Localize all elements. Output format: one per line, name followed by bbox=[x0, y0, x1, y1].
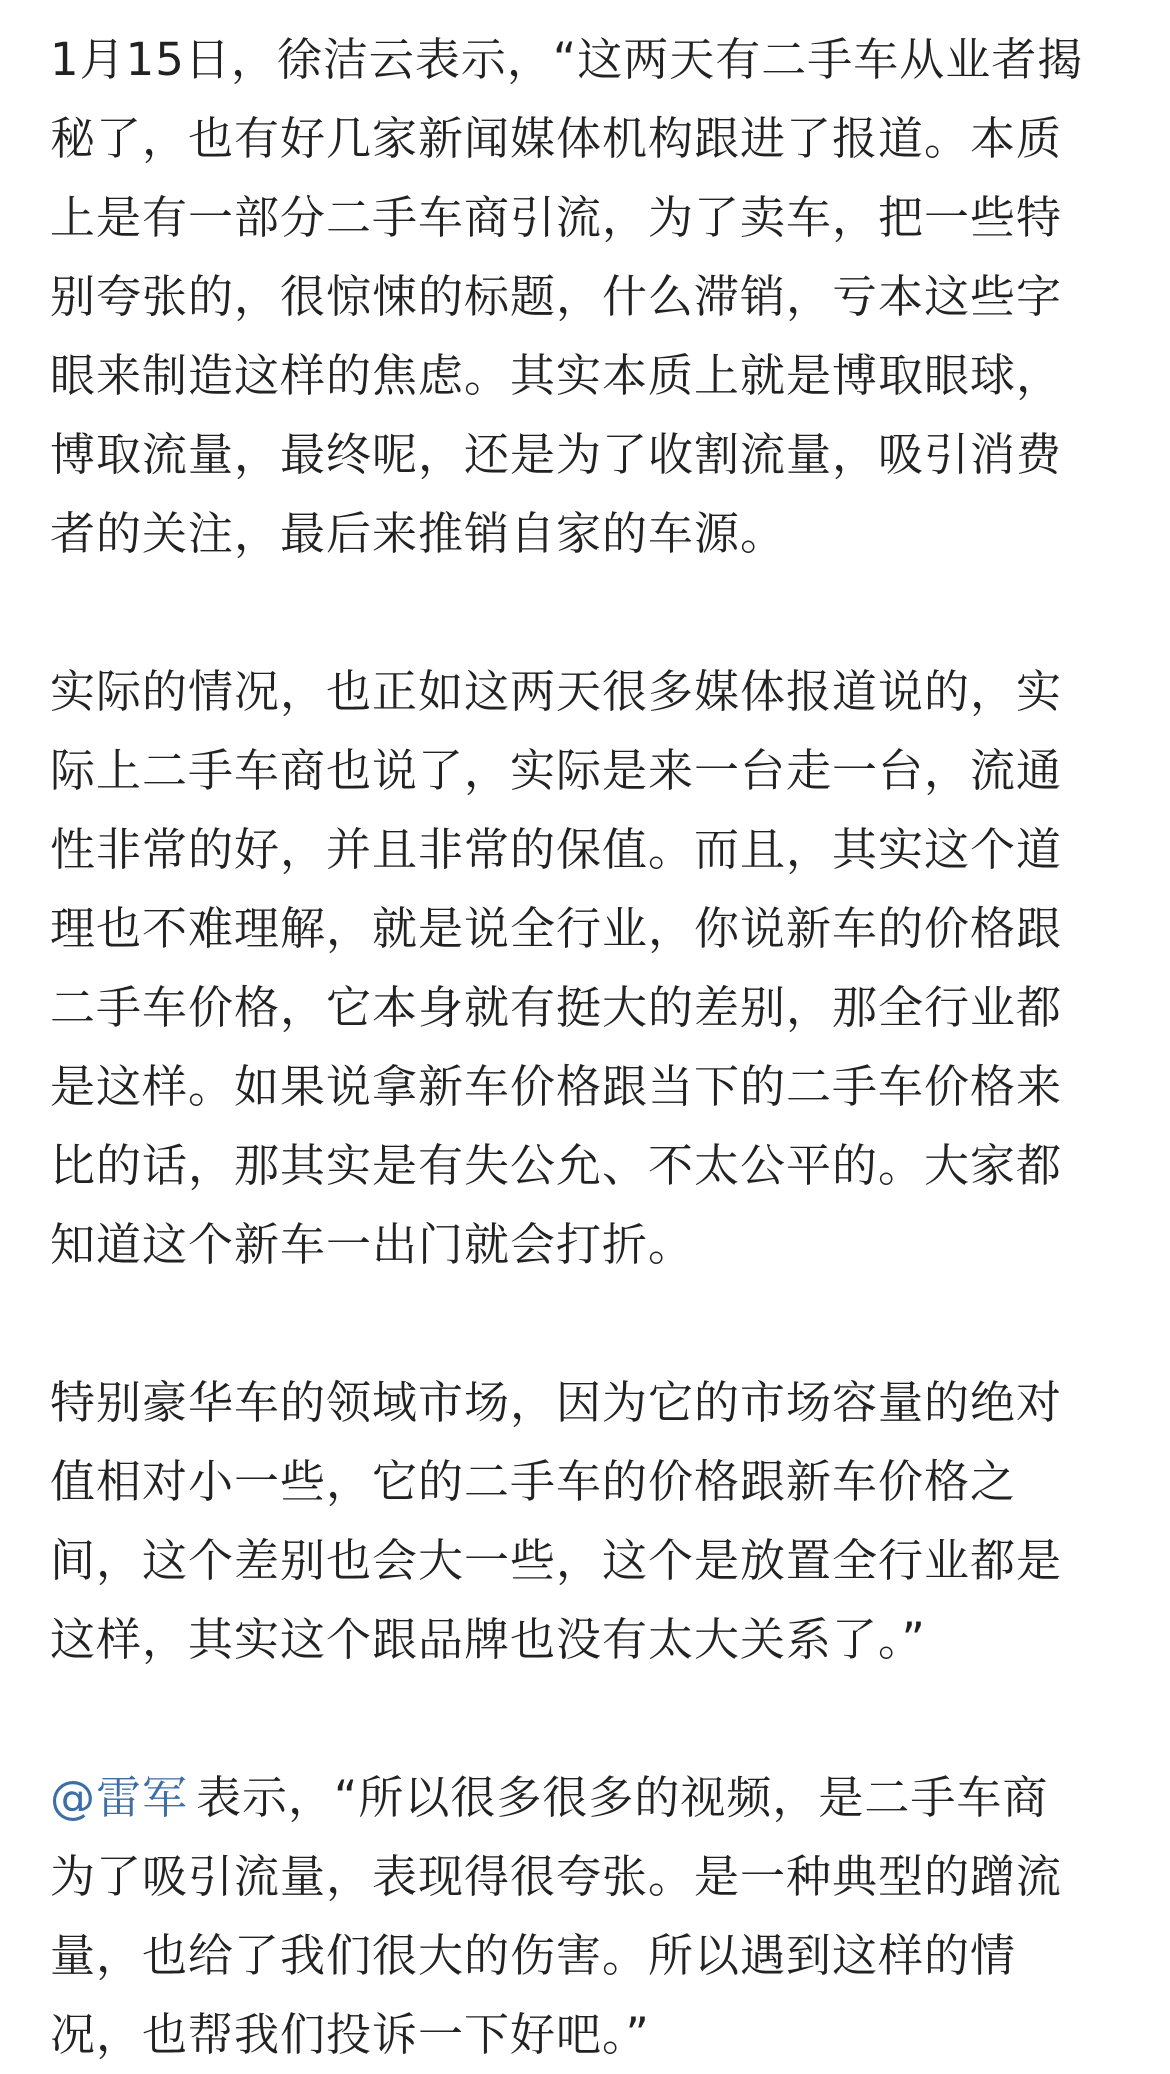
text-line: 者的关注，最后来推销自家的车源。 bbox=[50, 507, 787, 560]
text-line: 性非常的好，并且非常的保值。而且，其实这个道 bbox=[50, 823, 1063, 876]
text-line: 眼来制造这样的焦虑。其实本质上就是博取眼球， bbox=[50, 349, 1063, 402]
text-line: 理也不难理解，就是说全行业，你说新车的价格跟 bbox=[50, 902, 1063, 955]
user-mention-link[interactable]: @雷军 bbox=[50, 1771, 189, 1824]
text-line: 这样，其实这个跟品牌也没有太大关系了。” bbox=[50, 1613, 926, 1666]
text-line: 际上二手车商也说了，实际是来一台走一台，流通 bbox=[50, 744, 1063, 797]
text-line: 为了吸引流量，表现得很夸张。是一种典型的蹭流 bbox=[50, 1850, 1063, 1903]
text-line: 值相对小一些，它的二手车的价格跟新车价格之 bbox=[50, 1455, 1017, 1508]
paragraph-3 bbox=[50, 1363, 1100, 1679]
text-line: 量，也给了我们很大的伤害。所以遇到这样的情 bbox=[50, 1929, 1017, 1982]
paragraph-gap bbox=[50, 1284, 1100, 1363]
text-line: 实际的情况，也正如这两天很多媒体报道说的，实 bbox=[50, 665, 1063, 718]
mention-line bbox=[50, 1758, 1100, 1837]
text-line: 特别豪华车的领域市场，因为它的市场容量的绝对 bbox=[50, 1376, 1063, 1429]
paragraph-gap bbox=[50, 573, 1100, 652]
text-line: 上是有一部分二手车商引流，为了卖车，把一些特 bbox=[50, 191, 1063, 244]
text-line: 况，也帮我们投诉一下好吧。” bbox=[50, 2008, 650, 2061]
paragraph-1 bbox=[50, 20, 1100, 573]
article-body bbox=[50, 20, 1100, 2074]
paragraph-4 bbox=[50, 1758, 1100, 2074]
text-line: 1月15日，徐洁云表示，“这两天有二手车从业者揭 bbox=[50, 33, 1084, 86]
text-line: 间，这个差别也会大一些，这个是放置全行业都是 bbox=[50, 1534, 1063, 1587]
text-line: 是这样。如果说拿新车价格跟当下的二手车价格来 bbox=[50, 1060, 1063, 1113]
paragraph-gap bbox=[50, 1679, 1100, 1758]
text-line: 秘了，也有好几家新闻媒体机构跟进了报道。本质 bbox=[50, 112, 1063, 165]
text-line: 比的话，那其实是有失公允、不太公平的。大家都 bbox=[50, 1139, 1063, 1192]
text-line: 别夸张的，很惊悚的标题，什么滞销，亏本这些字 bbox=[50, 270, 1063, 323]
text-line: 博取流量，最终呢，还是为了收割流量，吸引消费 bbox=[50, 428, 1063, 481]
text-line: 二手车价格，它本身就有挺大的差别，那全行业都 bbox=[50, 981, 1063, 1034]
paragraph-2 bbox=[50, 652, 1100, 1284]
text-line-rest: 表示，“所以很多很多的视频，是二手车商 bbox=[196, 1771, 1049, 1824]
text-line: 知道这个新车一出门就会打折。 bbox=[50, 1218, 695, 1271]
